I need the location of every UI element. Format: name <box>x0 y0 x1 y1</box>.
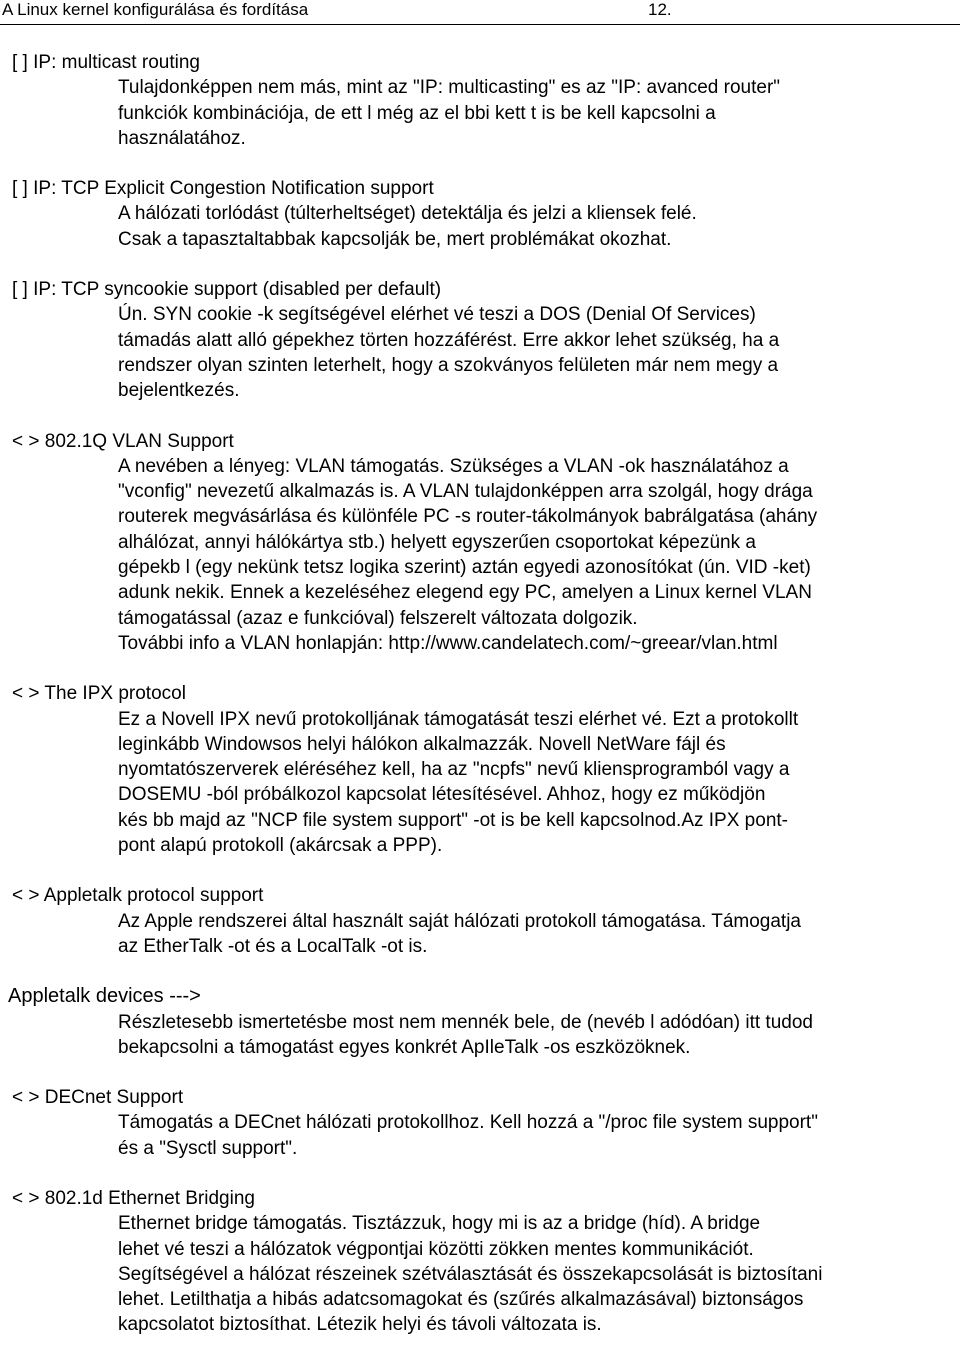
config-option-section <box>0 1186 960 1338</box>
description-line: az EtherTalk -ot és a LocalTalk -ot is. <box>118 935 428 957</box>
option-description <box>0 1211 960 1337</box>
option-description <box>0 75 960 151</box>
description-line: Ez a Novell IPX nevű protokolljának támogatását teszi elérhet vé. Ezt a protokollt <box>118 708 799 730</box>
config-option-section <box>0 429 960 657</box>
option-heading: < > The IPX protocol <box>12 683 186 705</box>
description-line: nyomtatószerverek eléréséhez kell, ha az "ncpfs" nevű kliensprogramból vagy a <box>118 759 790 781</box>
option-heading: < > DECnet Support <box>12 1087 184 1109</box>
description-line: bekapcsolni a támogatást egyes konkrét ApIleTalk -os eszközöknek. <box>118 1036 691 1058</box>
description-line: Támogatás a DECnet hálózati protokollhoz. Kell hozzá a "/proc file system support" <box>118 1112 818 1134</box>
option-description <box>0 1010 960 1061</box>
config-option-section <box>0 50 960 151</box>
description-line: routerek megvásárlása és különféle PC -s router-tákolmányok babrálgatása (ahány <box>118 506 818 528</box>
document-body <box>0 50 960 1363</box>
config-option-section <box>0 1085 960 1161</box>
description-line: pont alapú protokoll (akárcsak a PPP). <box>118 835 443 857</box>
description-line: funkciók kombinációja, de ett l még az el bbi kett t is be kell kapcsolni a <box>118 102 716 124</box>
description-line: Tulajdonképpen nem más, mint az "IP: multicasting" es az "IP: avanced router" <box>118 77 781 99</box>
description-line: és a "Sysctl support". <box>118 1137 298 1159</box>
description-line: támogatással (azaz e funkcióval) felszerelt változata dolgozik. <box>118 607 638 629</box>
option-heading: [ ] IP: TCP Explicit Congestion Notification support <box>12 178 434 200</box>
option-heading: [ ] IP: multicast routing <box>12 52 200 73</box>
description-line: lehet. Letilthatja a hibás adatcsomagokat és (szűrés alkalmazásával) biztonságos <box>118 1289 804 1311</box>
description-line: támadás alatt alló gépekhez törten hozzáférést. Erre akkor lehet szükség, ha a <box>118 329 780 351</box>
description-line: gépekb l (egy nekünk tetsz logika szerint) aztán egyedi azonosítókat (ún. VID -ket) <box>118 557 811 579</box>
description-line: További info a VLAN honlapján: http://www.candelatech.com/~greear/vlan.html <box>118 632 778 654</box>
document-title: A Linux kernel konfigurálása és fordítása <box>2 0 309 19</box>
config-option-section <box>0 176 960 252</box>
option-description <box>0 454 960 656</box>
option-heading: Appletalk devices ---> <box>8 985 201 1008</box>
page-header <box>0 0 960 25</box>
option-description <box>0 201 960 252</box>
description-line: DOSEMU -ból próbálkozol kapcsolat létesítésével. Ahhoz, hogy ez működjön <box>118 784 766 806</box>
description-line: Részletesebb ismertetésbe most nem mennék bele, de (nevéb l adódóan) itt tudod <box>118 1011 813 1033</box>
description-line: "vconfig" nevezetű alkalmazás is. A VLAN tulajdonképpen arra szolgál, hogy drága <box>118 481 813 503</box>
option-heading: < > 802.1d Ethernet Bridging <box>12 1187 255 1209</box>
description-line: használatához. <box>118 127 246 149</box>
option-heading: < > 802.1Q VLAN Support <box>12 430 234 452</box>
description-line: lehet vé teszi a hálózatok végpontjai közötti zökken mentes kommunikációt. <box>118 1238 754 1260</box>
option-description <box>0 909 960 960</box>
description-line: leginkább Windowsos helyi hálókon alkalmazzák. Novell NetWare fájl és <box>118 733 726 755</box>
description-line: rendszer olyan szinten leterhelt, hogy a szokványos felületen már nem megy a <box>118 354 779 376</box>
page-number: 12. <box>648 0 672 19</box>
description-line: Segítségével a hálózat részeinek szétválasztását és összekapcsolását is biztosítani <box>118 1263 823 1285</box>
config-option-section <box>0 277 960 403</box>
config-option-section <box>0 883 960 959</box>
description-line: kés bb majd az "NCP file system support" -ot is be kell kapcsolnod.Az IPX pont- <box>118 809 788 831</box>
description-line: Csak a tapasztaltabbak kapcsolják be, mert problémákat okozhat. <box>118 228 672 250</box>
config-option-section <box>0 984 960 1060</box>
description-line: Ún. SYN cookie -k segítségével elérhet vé teszi a DOS (Denial Of Services) <box>118 304 756 326</box>
description-line: Ethernet bridge támogatás. Tisztázzuk, hogy mi is az a bridge (híd). A bridge <box>118 1213 761 1235</box>
description-line: alhálózat, annyi hálókártya stb.) helyett egyszerűen csoportokat képezünk a <box>118 531 756 553</box>
option-description <box>0 707 960 859</box>
description-line: kapcsolatot biztosíthat. Létezik helyi és távoli változata is. <box>118 1314 602 1336</box>
description-line: bejelentkezés. <box>118 380 240 402</box>
option-description <box>0 302 960 403</box>
config-option-section <box>0 681 960 858</box>
description-line: Az Apple rendszerei által használt saját hálózati protokoll támogatása. Támogatja <box>118 910 801 932</box>
option-heading: [ ] IP: TCP syncookie support (disabled per default) <box>12 279 442 301</box>
option-heading: < > Appletalk protocol support <box>12 885 264 907</box>
description-line: adunk nekik. Ennek a kezeléséhez elegend egy PC, amelyen a Linux kernel VLAN <box>118 582 812 604</box>
description-line: A nevében a lényeg: VLAN támogatás. Szükséges a VLAN -ok használatához a <box>118 455 789 477</box>
option-description <box>0 1110 960 1161</box>
description-line: A hálózati torlódást (túlterheltséget) detektálja és jelzi a kliensek felé. <box>118 203 697 225</box>
